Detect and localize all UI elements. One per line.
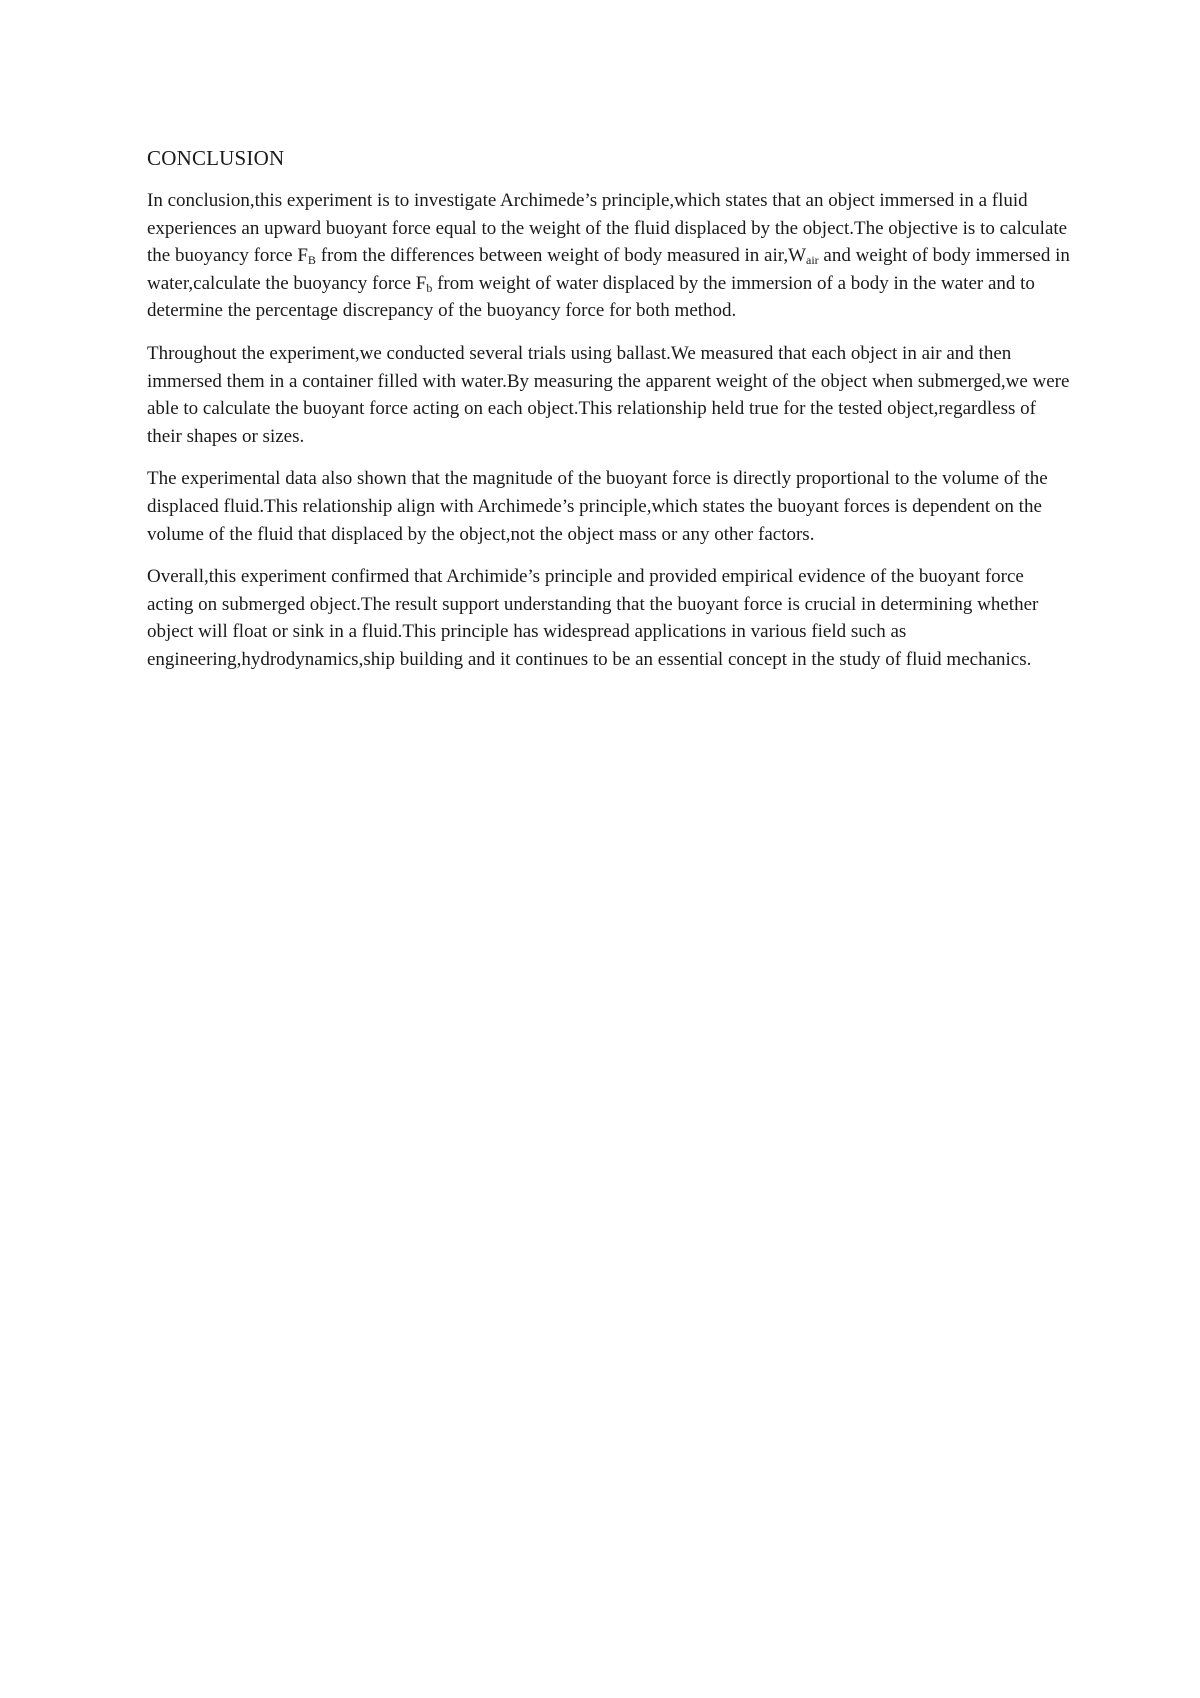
paragraph-objective	[147, 187, 1072, 325]
paragraph-text: In conclusion,this experiment is to investigate Archimede’s principle,which states that an object immersed in a fluid experiences an upward buoyant force equal to the weight of the fluid displaced by the object.The objective is to calculate the buoyancy force F	[147, 190, 1068, 267]
subscript-b-upper: B	[307, 253, 316, 268]
paragraph-text: from the differences between weight of body measured in air,W	[315, 245, 807, 267]
paragraph-results: The experimental data also shown that the magnitude of the buoyant force is directly proportional to the volume of the displaced fluid.This relationship align with Archimede’s principle,which states the buoyant forces is dependent on the volume of the fluid that displaced by the object,not the object mass or any other factors.	[147, 468, 1048, 545]
paragraph-summary: Overall,this experiment confirmed that Archimide’s principle and provided empirical evidence of the buoyant force acting on submerged object.The result support understanding that the buoyant force is crucial in determining whether object will float or sink in a fluid.This principle has widespread applications in various field such as engineering,hydrodynamics,ship building and it continues to be an essential concept in the study of fluid mechanics.	[147, 566, 1039, 670]
subscript-b-lower: b	[426, 280, 433, 295]
section-heading: CONCLUSION	[147, 146, 285, 170]
document-body	[147, 143, 1072, 689]
paragraph-text: and weight of body immersed in water,calculate the buoyancy force F	[147, 245, 1070, 294]
subscript-air: air	[806, 253, 819, 268]
paragraph-text: from weight of water displaced by the immersion of a body in the water and to determine the percentage discrepancy of the buoyancy force for both method.	[147, 272, 1035, 322]
paragraph-procedure: Throughout the experiment,we conducted several trials using ballast.We measured that each object in air and then immersed them in a container filled with water.By measuring the apparent weight of the object when submerged,we were able to calculate the buoyant force acting on each object.This relationship held true for the tested object,regardless of their shapes or sizes.	[147, 342, 1070, 447]
